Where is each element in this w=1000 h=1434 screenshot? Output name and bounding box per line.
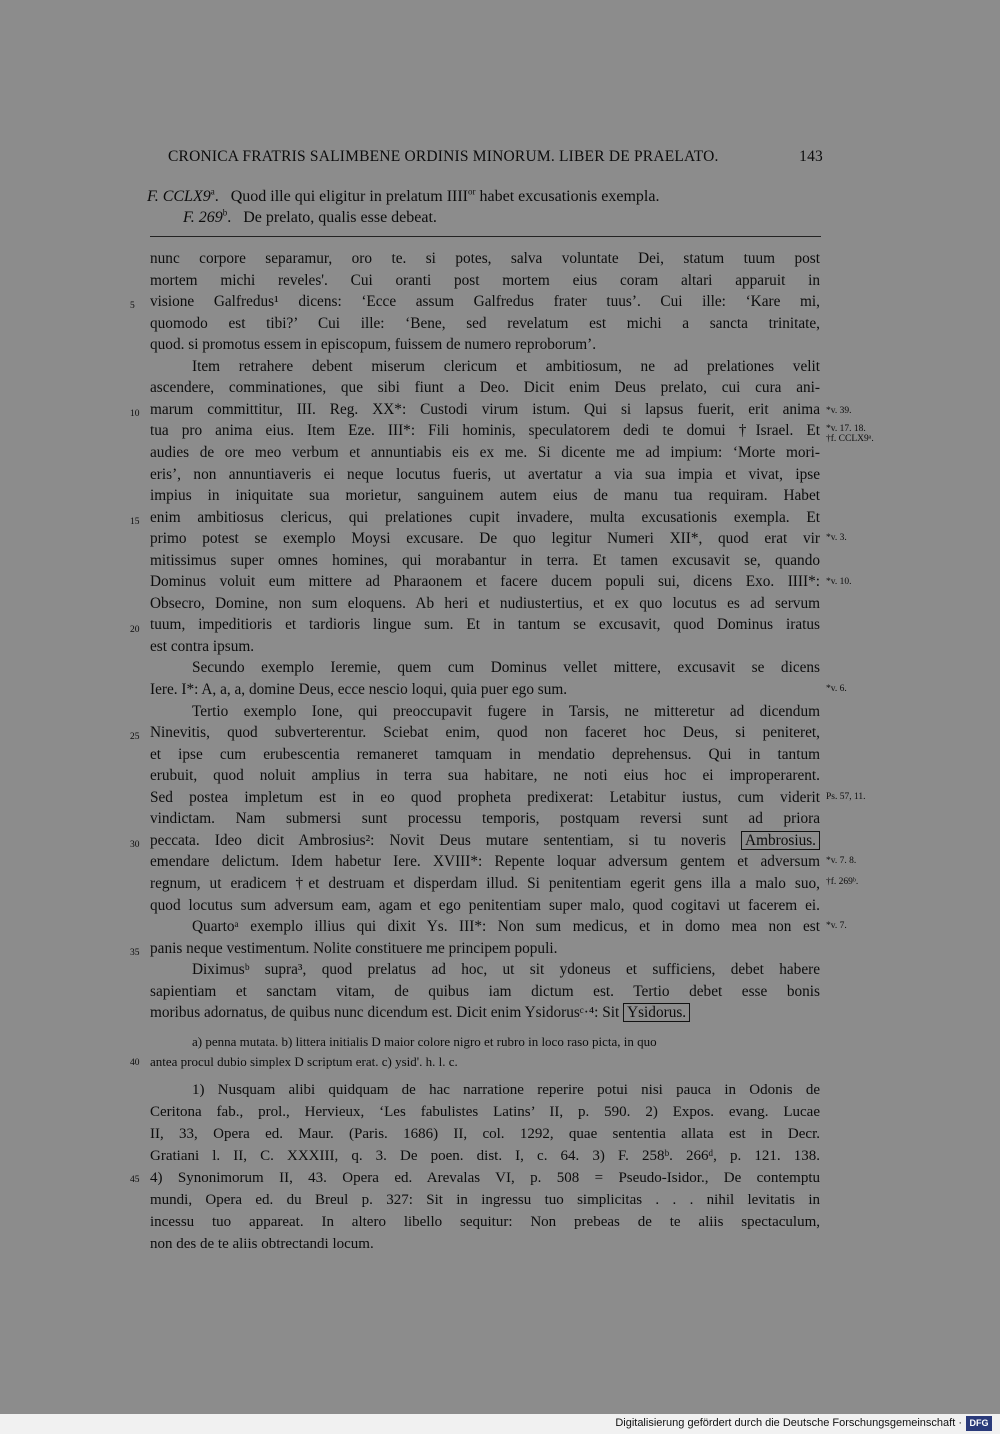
margin-note: †f. CCLX9ᵃ. [826, 434, 874, 444]
text-line: Secundo exemplo Ieremie, quem cum Dominus vellet mittere, excusavit se dicens [192, 659, 820, 676]
text-line: audies de ore meo verbum et annuntiabis eis ex me. Si dicente me ad impium: ‘Morte mori- [150, 444, 820, 461]
footnote-line: Gratiani l. II, C. XXXIII, q. 3. De poen. dist. I, c. 64. 3) F. 258ᵇ. 266ᵈ, p. 121. 138. [150, 1148, 820, 1164]
text-line: Iere. I*: A, a, a, domine Deus, ecce nescio loqui, quia puer ego sum. [150, 681, 568, 698]
line-number: 15 [130, 517, 140, 527]
text-line: marum committitur, III. Reg. XX*: Custodi virum istum. Qui si lapsus fuerit, erit anima [150, 401, 820, 418]
text-line: quomodo est tibi?’ Cui ille: ‘Bene, sed revelatum est michi a sancta trinitate, [150, 315, 820, 332]
running-head-title: CRONICA FRATRIS SALIMBENE ORDINIS MINORUM. LIBER DE PRAELATO. [168, 148, 719, 165]
line-number: 30 [130, 840, 140, 850]
text-line: emendare delictum. Idem habetur Iere. XVIII*: Repente loquar adversum gentem et adversum [150, 853, 820, 870]
footnote-line: II, 33, Opera ed. Maur. (Paris. 1686) II, col. 1292, quae sententia allata est in Decr. [150, 1126, 820, 1142]
text-line: est contra ipsum. [150, 638, 255, 655]
margin-note: †f. 269ᵇ. [826, 877, 859, 887]
text-line: Diximusᵇ supra³, quod prelatus ad hoc, ut sit ydoneus et sufficiens, debet habere [192, 961, 820, 978]
marginal-boxed-word: Ambrosius. [741, 831, 820, 850]
line-number: 40 [130, 1058, 140, 1068]
line-number: 35 [130, 948, 140, 958]
text-line: et ipse cum erubescentia remaneret tamquam in mendatio deprehensus. Qui in tantum [150, 746, 820, 763]
margin-note: *v. 17. 18. [826, 424, 866, 434]
text-line: enim ambitiosus clericus, qui prelationes cupit invadere, multa excusationis exempla. Et [150, 509, 820, 526]
text-line: vindictam. Nam submersi sunt processu temporis, postquam reversi sunt ad priora [150, 810, 820, 827]
line-number: 20 [130, 625, 140, 635]
summary-text: De prelato, qualis esse debeat. [243, 209, 437, 226]
text-line: erubuit, quod noluit amplius in terra sua habitare, ne noti eius hoc ei improperarent. [150, 767, 820, 784]
footnote-line: 4) Synonimorum II, 43. Opera ed. Arevalas VI, p. 508 = Pseudo-Isidor., De contemptu [150, 1170, 820, 1186]
footer-bar [0, 1414, 1000, 1434]
text-line: visione Galfredus¹ dicens: ‘Ecce assum Galfredus frater tuus’. Cui ille: ‘Kare mi, [150, 293, 820, 310]
dfg-logo: DFG [966, 1416, 992, 1431]
running-head [168, 148, 823, 166]
chapter-summary-2: F. 269$^b$. De prelato, qualis esse debeat. [183, 207, 437, 226]
text-line: eris’, non annuntiaveris ei neque locutus fueris, ut avertatur a via sua impia et vivat, ipse [150, 466, 820, 483]
summary-sup: or [468, 186, 476, 197]
summary-text: Quod ille qui eligitur in prelatum IIII [230, 188, 469, 205]
text-line: quod locutus sum adversum eam, agam et ego penitentiam super malo, quod cogitavi ut facerem ei. [150, 897, 820, 914]
text-line: regnum, ut eradicem †et destruam et disperdam illud. Si penitentiam egerit gens illa a malo suo, [150, 875, 820, 892]
margin-note: *v. 10. [826, 577, 852, 587]
apparatus-line: a) penna mutata. b) littera initialis D maior colore nigro et rubro in loco raso picta, in quo [192, 1034, 657, 1049]
text-line: quod. si promotus essem in episcopum, fuissem de numero reproborum’. [150, 336, 597, 353]
line-number: 10 [130, 409, 140, 419]
margin-note: *v. 3. [826, 533, 847, 543]
text-line: Ninevitis, quod subverterentur. Sciebat enim, quod non faceret hoc Deus, si peniteret, [150, 724, 820, 741]
footnote-line: 1) Nusquam alibi quidquam de hac narratione reperire potui nisi pauca in Odonis de [192, 1082, 820, 1098]
text-line: peccata. Ideo dicit Ambrosius²: Novit Deus mutare sententiam, si tu noveris Ambrosius. [150, 830, 820, 851]
text-line: mitissimus super omnes homines, qui morabantur in terra. Et tamen excusavit se, quando [150, 552, 820, 569]
text-line: tuum, impeditioris et tardioris lingue sum. Et in tantum se excusavit, quod Dominus iratus [150, 616, 820, 633]
text-line: Item retrahere debent miserum clericum et ambitiosum, ne ad prelationes velit [192, 358, 820, 375]
text-line: Tertio exemplo Ione, qui preoccupavit fugere in Tarsis, ne mitteretur ad dicendum [192, 703, 820, 720]
text-line: ascendere, comminationes, que sibi fiunt a Deo. Dicit enim Deus prelato, cui cura ani- [150, 379, 820, 396]
line-number: 25 [130, 732, 140, 742]
header-rule [150, 236, 821, 237]
margin-note: Ps. 57, 11. [826, 792, 866, 802]
folio-ref: F. 269 [183, 209, 223, 226]
summary-text-cont: habet excusationis exempla. [475, 188, 660, 205]
text-line: nunc corpore separamur, oro te. si potes, salva voluntate Dei, statum tuum post [150, 250, 820, 267]
text-line: moribus adornatus, de quibus nunc dicendum est. Dicit enim Ysidorusᶜ·⁴: Sit Ysidorus. [150, 1002, 820, 1023]
footnote-line: incessu tuo appareat. In altero libello sequitur: Non prebeas de te aliis spectaculum, [150, 1214, 820, 1230]
text-line: sapientiam et sanctam vitam, de quibus iam dictum est. Tertio debet esse bonis [150, 983, 820, 1000]
folio-ref: F. CCLX9 [147, 188, 211, 205]
folio-sup: a [210, 186, 215, 197]
footer-credit: Digitalisierung gefördert durch die Deutsche Forschungsgemeinschaft · [615, 1417, 962, 1429]
text-line: tua pro anima eius. Item Eze. III*: Fili hominis, speculatorem dedi te domui †Israel. Et [150, 422, 820, 439]
text-line: mortem michi reveles'. Cui oranti post mortem eius coram altari apparuit in [150, 272, 820, 289]
margin-note: *v. 7. [826, 921, 847, 931]
apparatus-line: antea procul dubio simplex D scriptum erat. c) ysid'. h. l. c. [150, 1054, 458, 1069]
margin-note: *v. 6. [826, 684, 847, 694]
text-line: panis neque vestimentum. Nolite constituere me principem populi. [150, 940, 558, 957]
marginal-boxed-word: Ysidorus. [623, 1003, 690, 1022]
text-line: Dominus voluit eum mittere ad Pharaonem et facere ducem populi sui, dicens Exo. IIII*: [150, 573, 820, 590]
line-number: 45 [130, 1175, 140, 1185]
footnote-line: non des de te aliis obtrectandi locum. [150, 1236, 374, 1252]
folio-sup: b [222, 207, 228, 218]
text-line: Obsecro, Domine, non sum eloquens. Ab heri et nudiustertius, et ex quo locutus es ad servum [150, 595, 820, 612]
page-number: 143 [799, 148, 823, 165]
text-line: Sed postea impletum est in eo quod propheta predixerat: Letabitur iustus, cum viderit [150, 789, 820, 806]
text-line: primo potest se exemplo Moysi excusare. De quo legitur Numeri XII*, quod erat vir [150, 530, 820, 547]
margin-note: *v. 39. [826, 406, 852, 416]
margin-note: *v. 7. 8. [826, 856, 857, 866]
line-number: 5 [130, 301, 135, 311]
footnote-line: Ceritona fab., prol., Hervieux, ‘Les fabulistes Latins’ II, p. 590. 2) Expos. evang. Lucae [150, 1104, 820, 1120]
text-line: Quartoᵃ exemplo illius qui dixit Ys. III*: Non sum medicus, et in domo mea non est [192, 918, 820, 935]
chapter-summary-1: F. CCLX9$^a$. Quod ille qui eligitur in prelatum $IIII^{or}$ habet excusationis exempla. [147, 186, 660, 205]
footnote-line: mundi, Opera ed. du Breul p. 327: Sit in ingressu tuo simplicitas . . . nihil levitatis in [150, 1192, 820, 1208]
text-line: impius in iniquitate sua morietur, sanguinem autem eius de manu tua requiram. Habet [150, 487, 820, 504]
